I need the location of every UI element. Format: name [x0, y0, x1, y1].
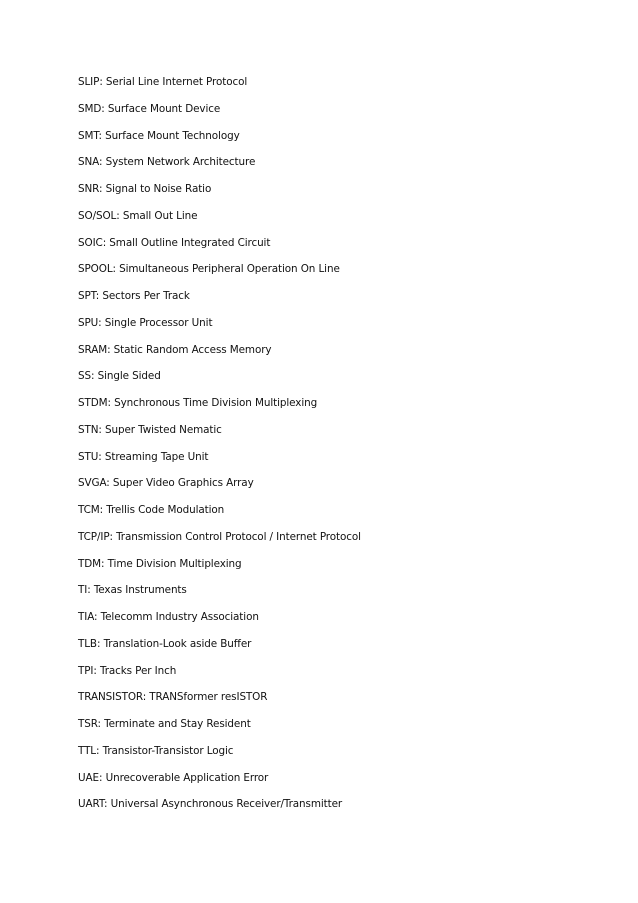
acronym-entry-tcp-ip: TCP/IP: Transmission Control Protocol / Internet Protocol [78, 530, 361, 543]
acronym-entry-soic: SOIC: Small Outline Integrated Circuit [78, 236, 271, 249]
acronym-entry-tlb: TLB: Translation-Look aside Buffer [78, 637, 252, 650]
acronym-entry-slip: SLIP: Serial Line Internet Protocol [78, 76, 248, 88]
acronym-entry-tpi: TPI: Tracks Per Inch [78, 664, 177, 677]
acronym-entry-svga: SVGA: Super Video Graphics Array [78, 477, 254, 490]
acronym-entry-tia: TIA: Telecomm Industry Association [78, 611, 259, 623]
acronym-entry-so-sol: SO/SOL: Small Out Line [78, 209, 198, 222]
acronym-entry-sram: SRAM: Static Random Access Memory [78, 343, 272, 356]
acronym-entry-spt: SPT: Sectors Per Track [78, 290, 190, 302]
acronym-entry-transistor: TRANSISTOR: TRANSformer resISTOR [78, 691, 268, 704]
acronym-entry-tsr: TSR: Terminate and Stay Resident [78, 718, 251, 730]
acronym-entry-spool: SPOOL: Simultaneous Peripheral Operation On Line [78, 263, 340, 276]
acronym-entry-stdm: STDM: Synchronous Time Division Multiplexing [78, 397, 318, 409]
acronym-entry-ti: TI: Texas Instruments [78, 584, 187, 597]
acronym-entry-ttl: TTL: Transistor-Transistor Logic [78, 744, 234, 757]
acronym-entry-ss: SS: Single Sided [78, 370, 161, 383]
acronym-entry-stn: STN: Super Twisted Nematic [78, 423, 222, 436]
acronym-entry-tdm: TDM: Time Division Multiplexing [78, 557, 242, 570]
acronym-entry-snr: SNR: Signal to Noise Ratio [78, 183, 212, 195]
acronym-entry-sna: SNA: System Network Architecture [78, 156, 256, 169]
acronym-list [78, 73, 598, 822]
acronym-entry-uart: UART: Universal Asynchronous Receiver/Transmitter [78, 798, 343, 811]
acronym-entry-stu: STU: Streaming Tape Unit [78, 450, 209, 463]
acronym-entry-spu: SPU: Single Processor Unit [78, 316, 213, 329]
acronym-entry-tcm: TCM: Trellis Code Modulation [78, 504, 225, 516]
acronym-entry-smd: SMD: Surface Mount Device [78, 102, 221, 115]
acronym-entry-uae: UAE: Unrecoverable Application Error [78, 771, 269, 784]
acronym-entry-smt: SMT: Surface Mount Technology [78, 129, 240, 142]
